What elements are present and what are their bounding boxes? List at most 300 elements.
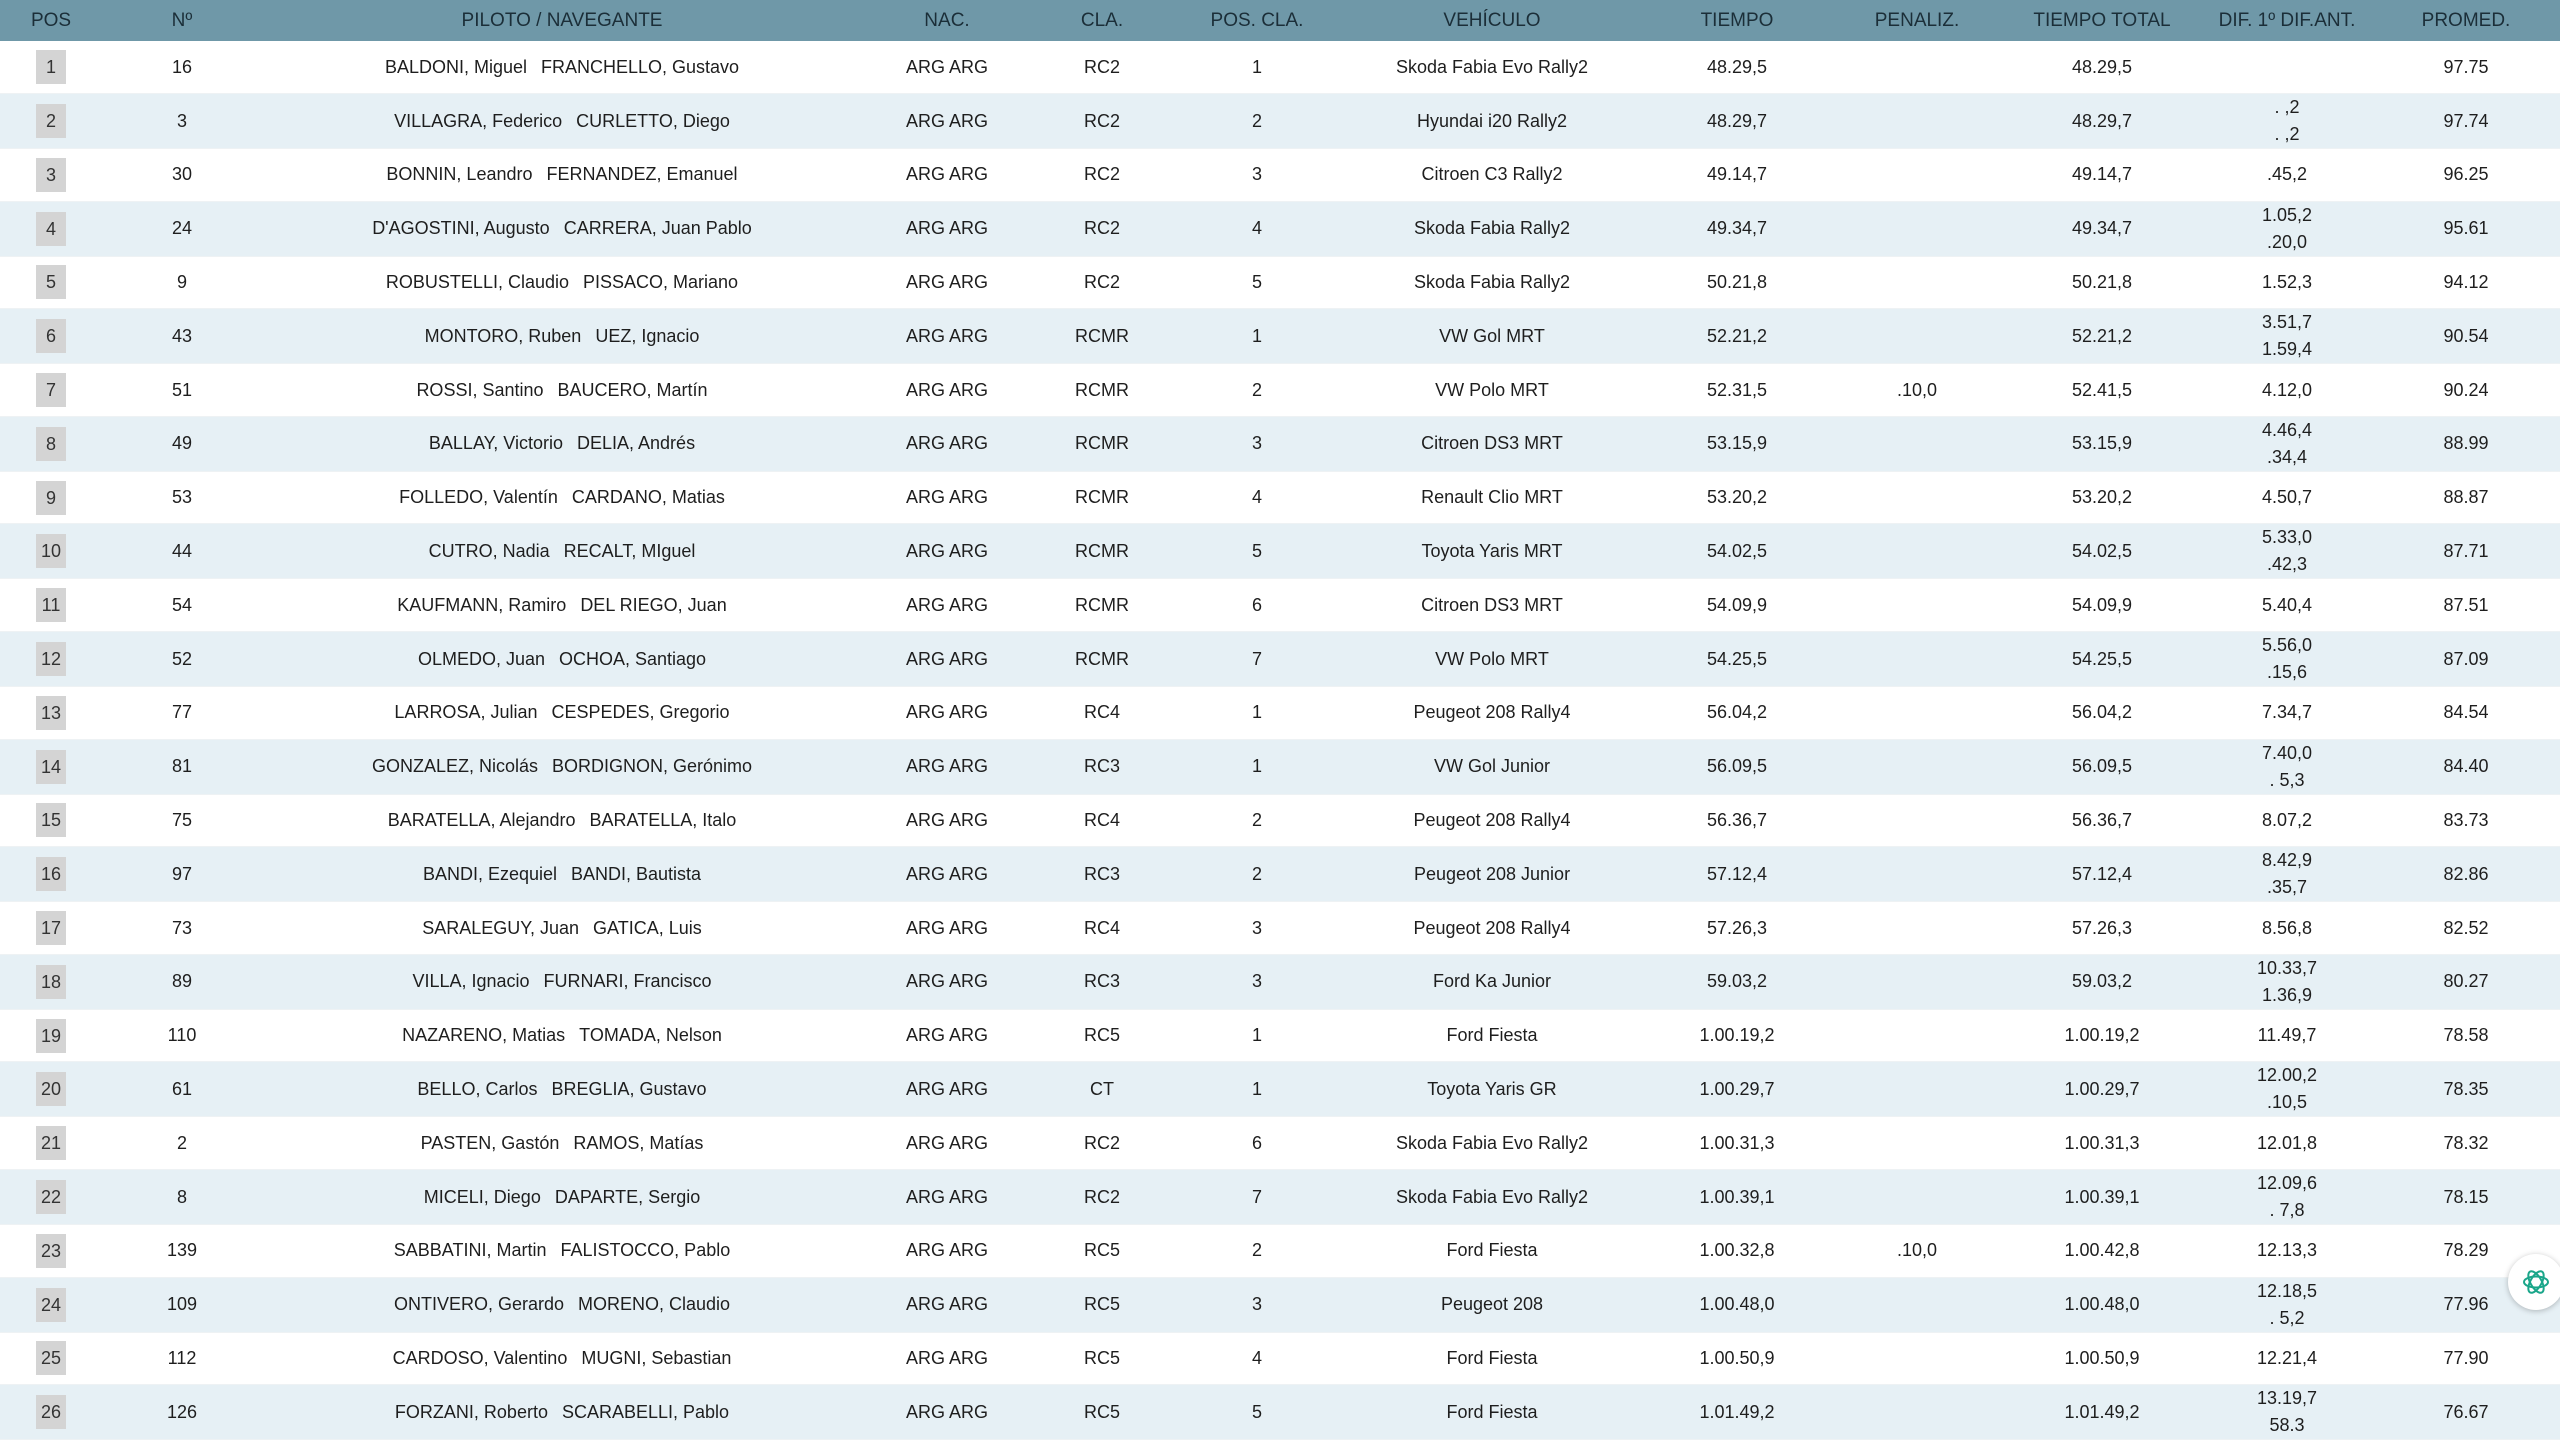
diff-to-first: . ,2 [2274, 97, 2300, 118]
total-time: 1.00.48,0 [2002, 1277, 2202, 1332]
pilot-name: ONTIVERO, Gerardo [393, 1294, 564, 1315]
position-badge: 20 [36, 1072, 66, 1106]
car-number: 126 [102, 1385, 262, 1440]
class-position: 3 [1172, 902, 1342, 955]
average-speed: 83.73 [2372, 794, 2560, 847]
difference-cell [2202, 1062, 2372, 1117]
diff-to-first: 12.01,8 [2256, 1132, 2318, 1153]
position-badge: 6 [36, 319, 66, 353]
pilot-name: D'AGOSTINI, Augusto [372, 218, 550, 239]
stage-time: 1.01.49,2 [1642, 1385, 1832, 1440]
crew-cell [262, 364, 862, 417]
position-cell [0, 687, 102, 740]
navigator-name: DAPARTE, Sergio [554, 1186, 701, 1207]
class-position: 2 [1172, 94, 1342, 149]
position-cell [0, 364, 102, 417]
pilot-name: BONNIN, Leandro [386, 164, 533, 185]
total-time: 49.14,7 [2002, 149, 2202, 202]
difference-cell [2202, 1170, 2372, 1225]
pilot-name: NAZARENO, Matias [402, 1025, 566, 1046]
diff-to-previous: .10,5 [2266, 1092, 2308, 1113]
total-time: 59.03,2 [2002, 954, 2202, 1009]
class: RCMR [1032, 364, 1172, 417]
header-col-class: CLA. [1080, 9, 1124, 31]
crew-cell [262, 309, 862, 364]
class: RCMR [1032, 524, 1172, 579]
penalty [1832, 1170, 2002, 1225]
average-speed: 80.27 [2372, 954, 2560, 1009]
penalty [1832, 1332, 2002, 1385]
car-number: 81 [102, 739, 262, 794]
position-badge: 3 [36, 158, 66, 192]
table-row [0, 256, 2560, 309]
car-number: 61 [102, 1062, 262, 1117]
diff-to-first: 12.21,4 [2256, 1347, 2318, 1368]
navigator-name: DELIA, Andrés [577, 433, 696, 454]
table-row [0, 1332, 2560, 1385]
stage-time: 54.02,5 [1642, 524, 1832, 579]
stage-time: 54.25,5 [1642, 632, 1832, 687]
crew-cell [262, 739, 862, 794]
diff-to-previous: . ,2 [2274, 124, 2300, 145]
position-cell [0, 1009, 102, 1062]
diff-to-first: 1.05,2 [2261, 204, 2313, 225]
crew-cell [262, 1009, 862, 1062]
crew-cell [262, 256, 862, 309]
car-number: 16 [102, 41, 262, 94]
navigator-name: BAUCERO, Martín [557, 379, 708, 400]
class-position: 7 [1172, 1170, 1342, 1225]
crew-cell [262, 579, 862, 632]
average-speed: 95.61 [2372, 201, 2560, 256]
total-time: 1.00.50,9 [2002, 1332, 2202, 1385]
position-badge: 25 [36, 1341, 66, 1375]
crew-cell [262, 1277, 862, 1332]
header-col-crew: PILOTO / NAVEGANTE [461, 9, 663, 31]
table-row [0, 902, 2560, 955]
penalty [1832, 902, 2002, 955]
difference-cell [2202, 471, 2372, 524]
difference-cell [2202, 1385, 2372, 1440]
difference-cell [2202, 687, 2372, 740]
crew-cell [262, 794, 862, 847]
pilot-name: FOLLEDO, Valentín [399, 487, 558, 508]
total-time: 1.00.39,1 [2002, 1170, 2202, 1225]
stage-time: 50.21,8 [1642, 256, 1832, 309]
car-number: 52 [102, 632, 262, 687]
diff-to-first: 12.18,5 [2256, 1280, 2318, 1301]
car-number: 49 [102, 416, 262, 471]
class-position: 4 [1172, 1332, 1342, 1385]
total-time: 52.41,5 [2002, 364, 2202, 417]
navigator-name: TOMADA, Nelson [579, 1025, 722, 1046]
navigator-name: RECALT, MIguel [563, 540, 696, 561]
class: RC2 [1032, 94, 1172, 149]
class-position: 6 [1172, 1117, 1342, 1170]
average-speed: 94.12 [2372, 256, 2560, 309]
diff-to-previous: .20,0 [2266, 231, 2308, 252]
difference-cell [2202, 256, 2372, 309]
nationality: ARG ARG [862, 41, 1032, 94]
nationality: ARG ARG [862, 94, 1032, 149]
penalty [1832, 256, 2002, 309]
diff-to-first: 3.51,7 [2261, 312, 2313, 333]
class-position: 2 [1172, 847, 1342, 902]
diff-to-first: 1.52,3 [2261, 271, 2313, 292]
class-position: 2 [1172, 364, 1342, 417]
navigator-name: PISSACO, Mariano [583, 271, 739, 292]
total-time: 1.00.31,3 [2002, 1117, 2202, 1170]
average-speed: 76.67 [2372, 1385, 2560, 1440]
position-cell [0, 1170, 102, 1225]
pilot-name: BALLAY, Victorio [428, 433, 563, 454]
difference-cell [2202, 632, 2372, 687]
stage-time: 1.00.39,1 [1642, 1170, 1832, 1225]
total-time: 54.02,5 [2002, 524, 2202, 579]
vehicle: Citroen DS3 MRT [1342, 416, 1642, 471]
difference-cell [2202, 902, 2372, 955]
class: RC4 [1032, 687, 1172, 740]
position-cell [0, 41, 102, 94]
nationality: ARG ARG [862, 632, 1032, 687]
total-time: 48.29,5 [2002, 41, 2202, 94]
diff-to-first: 5.33,0 [2261, 527, 2313, 548]
position-cell [0, 256, 102, 309]
vehicle: Skoda Fabia Evo Rally2 [1342, 1117, 1642, 1170]
table-row [0, 847, 2560, 902]
diff-to-first: 5.56,0 [2261, 635, 2313, 656]
penalty [1832, 579, 2002, 632]
crew-cell [262, 1385, 862, 1440]
penalty [1832, 94, 2002, 149]
penalty [1832, 1385, 2002, 1440]
position-cell [0, 1385, 102, 1440]
table-row [0, 41, 2560, 94]
class-position: 5 [1172, 1385, 1342, 1440]
average-speed: 87.09 [2372, 632, 2560, 687]
pilot-name: LARROSA, Julian [394, 702, 538, 723]
stage-time: 52.21,2 [1642, 309, 1832, 364]
pilot-name: CARDOSO, Valentino [392, 1347, 568, 1368]
car-number: 73 [102, 902, 262, 955]
stage-time: 48.29,5 [1642, 41, 1832, 94]
average-speed: 97.74 [2372, 94, 2560, 149]
class-position: 3 [1172, 149, 1342, 202]
header-col-difference: DIF. 1º DIF.ANT. [2218, 9, 2356, 31]
stage-time: 53.15,9 [1642, 416, 1832, 471]
average-speed: 90.24 [2372, 364, 2560, 417]
table-row [0, 1385, 2560, 1440]
nationality: ARG ARG [862, 256, 1032, 309]
table-row [0, 739, 2560, 794]
penalty [1832, 309, 2002, 364]
diff-to-first: 8.07,2 [2261, 809, 2313, 830]
position-cell [0, 794, 102, 847]
car-number: 44 [102, 524, 262, 579]
table-header [0, 0, 2560, 41]
difference-cell [2202, 794, 2372, 847]
difference-cell [2202, 416, 2372, 471]
nationality: ARG ARG [862, 847, 1032, 902]
table-row [0, 794, 2560, 847]
diff-to-first: 8.42,9 [2261, 850, 2313, 871]
penalty [1832, 201, 2002, 256]
average-speed: 88.99 [2372, 416, 2560, 471]
total-time: 52.21,2 [2002, 309, 2202, 364]
position-cell [0, 1277, 102, 1332]
position-badge: 24 [36, 1288, 66, 1322]
table-row [0, 1225, 2560, 1278]
class: RCMR [1032, 309, 1172, 364]
total-time: 1.00.19,2 [2002, 1009, 2202, 1062]
class: RC2 [1032, 41, 1172, 94]
position-badge: 19 [36, 1019, 66, 1053]
crew-cell [262, 1117, 862, 1170]
nationality: ARG ARG [862, 954, 1032, 1009]
car-number: 112 [102, 1332, 262, 1385]
total-time: 1.00.42,8 [2002, 1225, 2202, 1278]
stage-time: 57.12,4 [1642, 847, 1832, 902]
class-position: 4 [1172, 201, 1342, 256]
stage-time: 1.00.48,0 [1642, 1277, 1832, 1332]
pilot-name: SABBATINI, Martin [393, 1240, 547, 1261]
position-cell [0, 94, 102, 149]
vehicle: Ford Fiesta [1342, 1225, 1642, 1278]
car-number: 24 [102, 201, 262, 256]
crew-cell [262, 416, 862, 471]
stage-time: 1.00.31,3 [1642, 1117, 1832, 1170]
nationality: ARG ARG [862, 201, 1032, 256]
stage-time: 49.14,7 [1642, 149, 1832, 202]
average-speed: 97.75 [2372, 41, 2560, 94]
pilot-name: FORZANI, Roberto [394, 1401, 548, 1422]
total-time: 50.21,8 [2002, 256, 2202, 309]
navigator-name: OCHOA, Santiago [558, 648, 707, 669]
table-row [0, 1009, 2560, 1062]
crew-cell [262, 847, 862, 902]
diff-to-first: 7.40,0 [2261, 742, 2313, 763]
diff-to-first: 7.34,7 [2261, 702, 2313, 723]
total-time: 48.29,7 [2002, 94, 2202, 149]
crew-cell [262, 524, 862, 579]
total-time: 56.04,2 [2002, 687, 2202, 740]
position-cell [0, 1332, 102, 1385]
diff-to-previous: .35,7 [2266, 877, 2308, 898]
header-col-average: PROMED. [2421, 9, 2511, 31]
vehicle: VW Gol Junior [1342, 739, 1642, 794]
nationality: ARG ARG [862, 902, 1032, 955]
crew-cell [262, 902, 862, 955]
pilot-name: ROSSI, Santino [416, 379, 544, 400]
pilot-name: KAUFMANN, Ramiro [397, 594, 567, 615]
navigator-name: FURNARI, Francisco [543, 971, 712, 992]
position-cell [0, 1117, 102, 1170]
navigator-name: MORENO, Claudio [578, 1294, 731, 1315]
navigator-name: CARDANO, Matias [571, 487, 725, 508]
total-time: 53.20,2 [2002, 471, 2202, 524]
crew-cell [262, 632, 862, 687]
car-number: 75 [102, 794, 262, 847]
position-cell [0, 1062, 102, 1117]
vehicle: Skoda Fabia Rally2 [1342, 201, 1642, 256]
average-speed: 78.29 [2372, 1225, 2560, 1278]
vehicle: Skoda Fabia Evo Rally2 [1342, 41, 1642, 94]
pilot-name: BALDONI, Miguel [384, 56, 527, 77]
average-speed: 88.87 [2372, 471, 2560, 524]
class-position: 1 [1172, 309, 1342, 364]
header-col-number: Nº [171, 9, 193, 31]
table-row [0, 579, 2560, 632]
penalty [1832, 954, 2002, 1009]
class-position: 1 [1172, 41, 1342, 94]
position-badge: 7 [36, 373, 66, 407]
class-position: 1 [1172, 739, 1342, 794]
position-badge: 4 [36, 212, 66, 246]
table-row [0, 94, 2560, 149]
pilot-name: CUTRO, Nadia [428, 540, 550, 561]
class: RCMR [1032, 579, 1172, 632]
car-number: 8 [102, 1170, 262, 1225]
diff-to-first: .45,2 [2266, 164, 2308, 185]
table-row [0, 1170, 2560, 1225]
class: RC4 [1032, 794, 1172, 847]
nationality: ARG ARG [862, 687, 1032, 740]
penalty [1832, 847, 2002, 902]
class: CT [1032, 1062, 1172, 1117]
stage-time: 54.09,9 [1642, 579, 1832, 632]
diff-to-previous: . 5,3 [2269, 769, 2305, 790]
vehicle: Toyota Yaris GR [1342, 1062, 1642, 1117]
position-badge: 26 [36, 1395, 66, 1429]
navigator-name: CESPEDES, Gregorio [551, 702, 730, 723]
diff-to-first: 12.13,3 [2256, 1240, 2318, 1261]
stage-time: 49.34,7 [1642, 201, 1832, 256]
difference-cell [2202, 201, 2372, 256]
car-number: 109 [102, 1277, 262, 1332]
nationality: ARG ARG [862, 524, 1032, 579]
position-badge: 5 [36, 265, 66, 299]
difference-cell [2202, 309, 2372, 364]
table-row [0, 309, 2560, 364]
pilot-name: OLMEDO, Juan [417, 648, 545, 669]
difference-cell [2202, 739, 2372, 794]
openai-logo-icon [2519, 1265, 2553, 1299]
navigator-name: BORDIGNON, Gerónimo [552, 756, 753, 777]
pilot-name: ROBUSTELLI, Claudio [385, 271, 569, 292]
diff-to-previous: .34,4 [2266, 446, 2308, 467]
position-badge: 9 [36, 481, 66, 515]
navigator-name: RAMOS, Matías [573, 1132, 704, 1153]
table-row [0, 416, 2560, 471]
navigator-name: SCARABELLI, Pablo [561, 1401, 730, 1422]
stage-time: 1.00.32,8 [1642, 1225, 1832, 1278]
crew-cell [262, 471, 862, 524]
navigator-name: BANDI, Bautista [571, 863, 702, 884]
vehicle: Hyundai i20 Rally2 [1342, 94, 1642, 149]
class-position: 3 [1172, 954, 1342, 1009]
assistant-widget-button[interactable] [2508, 1254, 2560, 1310]
nationality: ARG ARG [862, 1062, 1032, 1117]
table-row [0, 149, 2560, 202]
total-time: 56.36,7 [2002, 794, 2202, 847]
navigator-name: FRANCHELLO, Gustavo [541, 56, 740, 77]
average-speed: 87.71 [2372, 524, 2560, 579]
penalty [1832, 471, 2002, 524]
table-row [0, 687, 2560, 740]
nationality: ARG ARG [862, 309, 1032, 364]
total-time: 54.09,9 [2002, 579, 2202, 632]
vehicle: Ford Fiesta [1342, 1385, 1642, 1440]
difference-cell [2202, 1277, 2372, 1332]
car-number: 139 [102, 1225, 262, 1278]
total-time: 53.15,9 [2002, 416, 2202, 471]
total-time: 56.09,5 [2002, 739, 2202, 794]
penalty [1832, 739, 2002, 794]
table-row [0, 1117, 2560, 1170]
stage-time: 56.04,2 [1642, 687, 1832, 740]
average-speed: 96.25 [2372, 149, 2560, 202]
difference-cell [2202, 847, 2372, 902]
header-col-class-position: POS. CLA. [1210, 9, 1304, 31]
average-speed: 78.58 [2372, 1009, 2560, 1062]
position-badge: 1 [36, 50, 66, 84]
crew-cell [262, 149, 862, 202]
class: RC2 [1032, 1117, 1172, 1170]
nationality: ARG ARG [862, 794, 1032, 847]
table-row [0, 201, 2560, 256]
nationality: ARG ARG [862, 1225, 1032, 1278]
position-badge: 11 [36, 588, 66, 622]
position-cell [0, 632, 102, 687]
table-row [0, 471, 2560, 524]
class: RC2 [1032, 1170, 1172, 1225]
position-badge: 14 [36, 750, 66, 784]
pilot-name: MICELI, Diego [423, 1186, 541, 1207]
average-speed: 84.40 [2372, 739, 2560, 794]
average-speed: 82.86 [2372, 847, 2560, 902]
average-speed: 87.51 [2372, 579, 2560, 632]
class-position: 6 [1172, 579, 1342, 632]
table-row [0, 1277, 2560, 1332]
stage-time: 48.29,7 [1642, 94, 1832, 149]
table-row [0, 954, 2560, 1009]
position-cell [0, 524, 102, 579]
diff-to-first: 12.09,6 [2256, 1173, 2318, 1194]
diff-to-first: 8.56,8 [2261, 917, 2313, 938]
header-col-vehicle: VEHÍCULO [1443, 9, 1541, 31]
position-badge: 12 [36, 642, 66, 676]
difference-cell [2202, 1009, 2372, 1062]
nationality: ARG ARG [862, 1170, 1032, 1225]
vehicle: VW Polo MRT [1342, 364, 1642, 417]
crew-cell [262, 1332, 862, 1385]
diff-to-first: 13.19,7 [2256, 1388, 2318, 1409]
diff-to-first: 11.49,7 [2257, 1025, 2317, 1046]
vehicle: Skoda Fabia Rally2 [1342, 256, 1642, 309]
navigator-name: BREGLIA, Gustavo [551, 1078, 707, 1099]
stage-time: 1.00.29,7 [1642, 1062, 1832, 1117]
total-time: 57.12,4 [2002, 847, 2202, 902]
diff-to-first: 10.33,7 [2256, 957, 2318, 978]
vehicle: Citroen DS3 MRT [1342, 579, 1642, 632]
vehicle: Toyota Yaris MRT [1342, 524, 1642, 579]
class-position: 2 [1172, 794, 1342, 847]
pilot-name: MONTORO, Ruben [424, 325, 582, 346]
position-badge: 2 [36, 104, 66, 138]
stage-time: 57.26,3 [1642, 902, 1832, 955]
class: RCMR [1032, 416, 1172, 471]
nationality: ARG ARG [862, 416, 1032, 471]
